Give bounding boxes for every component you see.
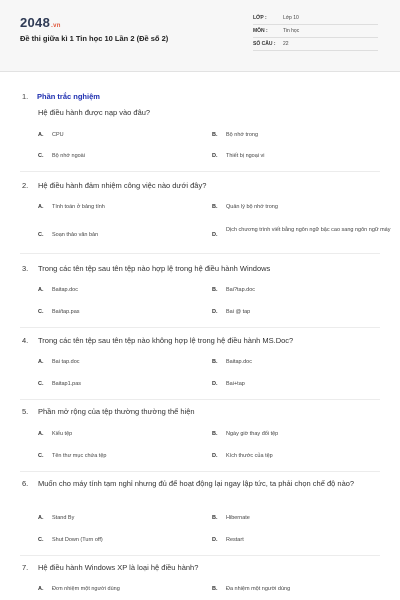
option-letter: B. <box>212 204 218 210</box>
question-divider <box>20 327 380 328</box>
option-letter: B. <box>212 132 218 138</box>
question <box>22 108 382 117</box>
option-letter: D. <box>212 309 218 315</box>
question-text: Hệ điều hành đảm nhiệm công việc nào dưới đây? <box>38 181 207 190</box>
answer-option[interactable] <box>212 308 386 317</box>
answer-option[interactable] <box>38 514 212 523</box>
meta-row-count <box>253 38 378 51</box>
answer-option[interactable] <box>38 286 212 295</box>
meta-value: Lớp 10 <box>283 15 299 21</box>
answer-option[interactable] <box>212 380 386 389</box>
option-text: Kiểu tệp <box>52 431 73 437</box>
question-divider <box>20 471 380 472</box>
question-divider <box>20 555 380 556</box>
answer-option[interactable] <box>212 452 386 461</box>
question <box>22 180 382 191</box>
option-text: Bai+tap <box>226 381 245 387</box>
option-letter: A. <box>38 359 44 365</box>
meta-row-class <box>253 12 378 25</box>
option-letter: D. <box>212 153 218 159</box>
option-text: Shut Down (Turn off) <box>52 537 103 543</box>
answer-option[interactable] <box>212 536 386 545</box>
answer-option[interactable] <box>212 585 386 594</box>
option-text: Baitap.doc <box>52 287 78 293</box>
option-letter: C. <box>38 537 44 543</box>
option-letter: A. <box>38 515 44 521</box>
answer-option[interactable] <box>38 536 212 545</box>
option-text: Baitap.doc <box>226 359 252 365</box>
question <box>22 335 382 346</box>
option-text: Bai tap.doc <box>52 359 80 365</box>
meta-label: SỐ CÂU : <box>253 41 276 47</box>
option-letter: A. <box>38 132 44 138</box>
answer-option[interactable] <box>38 203 212 212</box>
option-letter: D. <box>212 453 218 459</box>
exam-header <box>0 0 400 72</box>
option-letter: C. <box>38 232 44 238</box>
option-letter: B. <box>212 431 218 437</box>
answer-option[interactable] <box>38 430 212 439</box>
option-text: Quản lý bộ nhớ trong <box>226 204 278 210</box>
option-letter: B. <box>212 359 218 365</box>
option-letter: D. <box>212 381 218 387</box>
option-text: Kích thước của tệp <box>226 453 273 459</box>
site-logo[interactable] <box>20 15 61 30</box>
option-text: Tính toán ở bảng tính <box>52 204 105 210</box>
option-text: Soạn thảo văn bản <box>52 232 99 238</box>
option-text: Baitap1.pas <box>52 381 82 387</box>
option-text: Dịch chương trình viết bằng ngôn ngữ bậc cao sang ngôn ngữ máy <box>226 227 391 233</box>
option-text: Stand By <box>52 515 75 521</box>
question-text: Trong các tên tệp sau tên tệp nào không hợp lệ trong hệ điều hành MS.Doc? <box>38 336 294 345</box>
question-divider <box>20 399 380 400</box>
section-number: 1. <box>22 92 29 101</box>
question-text: Hệ điều hành Windows XP là loại hệ điều hành? <box>38 563 199 572</box>
meta-row-subject <box>253 25 378 38</box>
option-letter: A. <box>38 431 44 437</box>
answer-option[interactable] <box>38 452 212 461</box>
answer-option[interactable] <box>212 430 386 439</box>
option-text: Ngày giờ thay đổi tệp <box>226 431 279 437</box>
option-text: Bai?tap.doc <box>226 287 256 293</box>
answer-option[interactable] <box>38 152 212 161</box>
section-title: Phần trắc nghiệm <box>37 92 100 101</box>
option-letter: B. <box>212 287 218 293</box>
exam-meta <box>253 12 378 51</box>
answer-option[interactable] <box>38 231 212 240</box>
answer-option[interactable] <box>212 152 386 161</box>
question-text: Muốn cho máy tính tạm nghỉ nhưng đủ để hoạt động lại ngay lập tức, ta phải chọn chế độ nào? <box>38 479 355 488</box>
option-letter: B. <box>212 515 218 521</box>
question-number: 7. <box>22 563 29 572</box>
logo-text: 2048 <box>20 15 51 30</box>
option-letter: D. <box>212 537 218 543</box>
question-divider <box>20 253 380 254</box>
option-text: Hibernate <box>226 515 250 521</box>
option-text: Bai @ tap <box>226 309 251 315</box>
answer-option[interactable] <box>212 131 386 140</box>
meta-value: 22 <box>283 41 289 47</box>
option-letter: C. <box>38 453 44 459</box>
option-text: CPU <box>52 132 64 138</box>
answer-option[interactable] <box>212 514 386 523</box>
option-text: Thiết bị ngoại vi <box>226 153 265 159</box>
question-number: 5. <box>22 407 29 416</box>
option-text: Restart <box>226 537 244 543</box>
option-letter: C. <box>38 153 44 159</box>
option-text: Đơn nhiệm một người dùng <box>52 586 120 592</box>
answer-option[interactable] <box>38 380 212 389</box>
option-text: Đa nhiệm một người dùng <box>226 586 291 592</box>
meta-label: LỚP : <box>253 15 267 21</box>
answer-option[interactable] <box>38 131 212 140</box>
answer-option[interactable] <box>38 585 212 594</box>
answer-option[interactable] <box>38 358 212 367</box>
question-number: 4. <box>22 336 29 345</box>
option-letter: B. <box>212 586 218 592</box>
question-text: Hệ điều hành được nạp vào đâu? <box>38 108 151 117</box>
option-text: Bộ nhớ ngoài <box>52 153 85 159</box>
question <box>22 478 382 489</box>
option-letter: A. <box>38 586 44 592</box>
answer-option[interactable] <box>38 308 212 317</box>
option-text: Bộ nhớ trong <box>226 132 259 138</box>
answer-option[interactable] <box>212 226 391 240</box>
option-letter: C. <box>38 309 44 315</box>
answer-option[interactable] <box>212 358 386 367</box>
option-text: Bai/tap.pas <box>52 309 80 315</box>
question-number: 6. <box>22 479 29 488</box>
question-text: Phần mở rộng của tệp thường thường thể hiện <box>38 407 195 416</box>
option-letter: D. <box>212 232 218 238</box>
exam-title: Đề thi giữa kì 1 Tin học 10 Lần 2 (Đề số 2) <box>20 34 169 43</box>
question-number: 3. <box>22 264 29 273</box>
question-text: Trong các tên tệp sau tên tệp nào hợp lệ trong hệ điều hành Windows <box>38 264 271 273</box>
option-letter: A. <box>38 204 44 210</box>
meta-label: MÔN : <box>253 28 268 34</box>
question <box>22 263 382 274</box>
option-text: Tên thư mục chứa tệp <box>52 453 107 459</box>
question <box>22 406 382 417</box>
answer-option[interactable] <box>212 203 386 212</box>
section-heading <box>22 92 100 101</box>
question-divider <box>20 171 380 172</box>
answer-option[interactable] <box>212 286 386 295</box>
logo-suffix: .vn <box>51 23 61 29</box>
option-letter: A. <box>38 287 44 293</box>
meta-value: Tin học <box>283 28 300 34</box>
option-letter: C. <box>38 381 44 387</box>
question-number: 2. <box>22 181 29 190</box>
question <box>22 562 382 573</box>
